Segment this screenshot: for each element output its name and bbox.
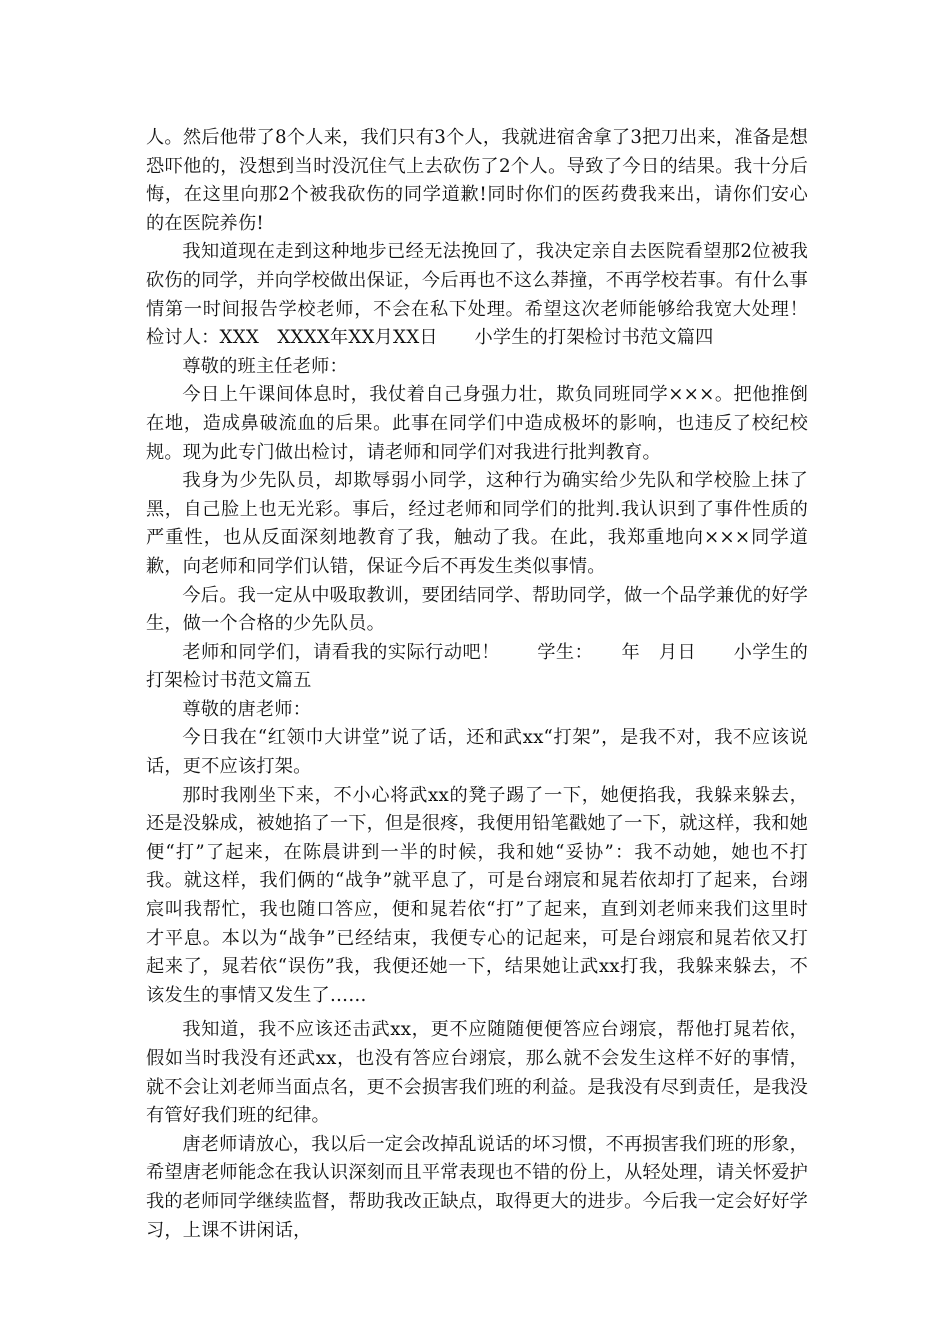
paragraph: 唐老师请放心，我以后一定会改掉乱说话的坏习惯，不再损害我们班的形象，希望唐老师能念在我认识深刻而且平常表现也不错的份上，从轻处理，请关怀爱护我的老师同学继续监督，帮助我改正缺点，取得更大的进步。今后我一定会好好学习，上课不讲闲话，	[146, 1133, 808, 1241]
paragraph: 那时我刚坐下来，不小心将武xx的凳子踢了一下，她便掐我，我躲来躲去，还是没躲成，被她掐了一下，但是很疼，我便用铅笔戳她了一下，就这样，我和她便“打”了起来，在陈晨讲到一半的时候，我和她“妥协”：我不动她，她也不打我。就这样，我们俩的“战争”就平息了，可是台翊宸和晁若依却打了起来，台翊宸叫我帮忙，我也随口答应，便和晁若依“打”了起来，直到刘老师来我们这里时才平息。本以为“战争”已经结束，我便专心的记起来，可是台翊宸和晁若依又打起来了，晁若依“误伤”我，我便还她一下，结果她让武xx打我，我躲来躲去，不该发生的事情又发生了……	[146, 784, 808, 1006]
document-body	[146, 124, 845, 1245]
paragraph: 我知道现在走到这种地步已经无法挽回了，我决定亲自去医院看望那2位被我砍伤的同学，并向学校做出保证，今后再也不这么莽撞，不再学校若事。有什么事情第一时间报告学校老师，不会在私下处理。希望这次老师能够给我宽大处理！ 检讨人：XXX XXXX年XX月XX日 小学生的打架检讨书范文篇四	[146, 241, 845, 349]
paragraph: 老师和同学们，请看我的实际行动吧！ 学生： 年 月日 小学生的打架检讨书范文篇五	[146, 641, 808, 692]
paragraph: 今后。我一定从中吸取教训，要团结同学、帮助同学，做一个品学兼优的好学生，做一个合格的少先队员。	[146, 584, 808, 635]
paragraph: 我身为少先队员，却欺辱弱小同学，这种行为确实给少先队和学校脸上抹了黑，自己脸上也无光彩。事后，经过老师和同学们的批判.我认识到了事件性质的严重性，也从反面深刻地教育了我，触动了我。在此，我郑重地向×××同学道歉，向老师和同学们认错，保证今后不再发生类似事情。	[146, 470, 808, 577]
paragraph: 今日上午课间体息时，我仗着自己身强力壮，欺负同班同学×××。把他推倒在地，造成鼻破流血的后果。此事在同学们中造成极坏的影响，也违反了校纪校规。现为此专门做出检讨，请老师和同学们对我进行批判教育。	[146, 384, 808, 463]
salutation: 尊敬的唐老师：	[182, 698, 312, 720]
paragraph: 人。然后他带了8个人来，我们只有3个人，我就进宿舍拿了3把刀出来，准备是想恐吓他的，没想到当时没沉住气上去砍伤了2个人。导致了今日的结果。我十分后悔，在这里向那2个被我砍伤的同学道歉!同时你们的医药费我来出，请你们安心的在医院养伤!	[146, 127, 808, 234]
paragraph: 今日我在“红领巾大讲堂”说了话，还和武xx“打架”，是我不对，我不应该说话，更不应该打架。	[146, 727, 808, 778]
paragraph: 我知道，我不应该还击武xx，更不应随随便便答应台翊宸，帮他打晁若依，假如当时我没有还武xx，也没有答应台翊宸，那么就不会发生这样不好的事情，就不会让刘老师当面点名，更不会损害我们班的利益。是我没有尽到责任，是我没有管好我们班的纪律。	[146, 1019, 808, 1127]
salutation: 尊敬的班主任老师：	[182, 355, 348, 377]
